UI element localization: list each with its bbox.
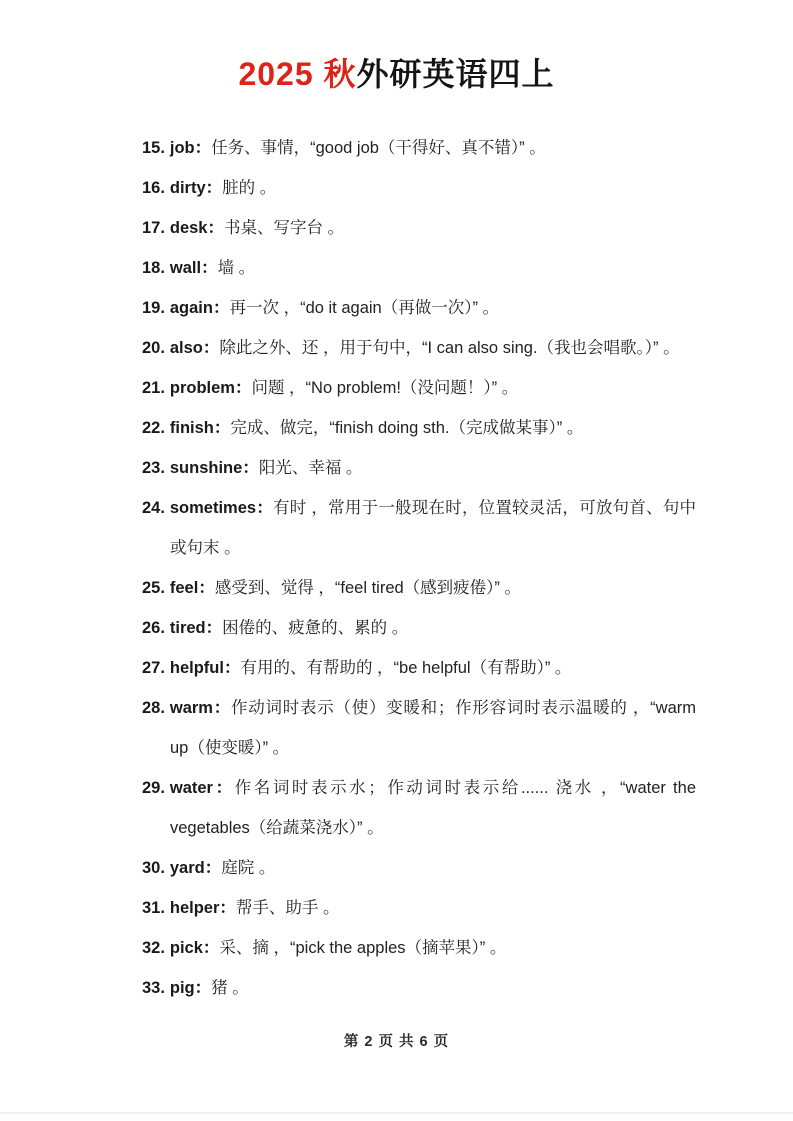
item-colon: ：	[219, 899, 236, 917]
item-word: pick	[169, 939, 203, 957]
page-title-course: 外研英语四上	[356, 56, 555, 92]
item-definition: 墙 。	[217, 259, 256, 277]
page-title	[0, 52, 793, 96]
item-definition: 有用的、有帮助的 ，“be helpful（有帮助）” 。	[240, 659, 572, 677]
item-number: 29.	[142, 779, 165, 797]
vocab-item	[142, 288, 696, 328]
vocab-item	[142, 848, 696, 888]
vocab-item	[142, 168, 696, 208]
vocab-item	[142, 608, 696, 648]
item-definition: 再一次 ，“do it again（再做一次）” 。	[229, 299, 500, 317]
item-colon: ：	[242, 459, 259, 477]
item-word: yard	[169, 859, 205, 877]
item-colon: ：	[205, 619, 223, 637]
item-number: 25.	[142, 579, 165, 597]
item-colon: ：	[256, 499, 274, 517]
item-definition: 作名词时表示水；作动词时表示给...... 浇水 ，“water the vegetables（给蔬菜浇水）” 。	[170, 779, 696, 837]
item-number: 18.	[142, 259, 165, 277]
item-word: water	[169, 779, 213, 797]
item-definition: 任务、事情，“good job（干得好、真不错）” 。	[211, 139, 546, 157]
item-word: warm	[169, 699, 213, 717]
item-number: 22.	[142, 419, 165, 437]
item-colon: ：	[223, 659, 241, 677]
item-word: wall	[169, 259, 202, 277]
item-word: tired	[169, 619, 206, 637]
vocab-item	[142, 928, 696, 968]
item-colon: ：	[198, 579, 215, 597]
vocab-item	[142, 248, 696, 288]
item-word: sometimes	[169, 499, 257, 517]
item-word: also	[169, 339, 203, 357]
item-definition: 作动词时表示（使）变暖和；作形容词时表示温暖的 ，“warm up（使变暖）” 。	[170, 699, 697, 757]
item-colon: ：	[205, 179, 223, 197]
vocab-item	[142, 408, 696, 448]
vocab-item	[142, 368, 696, 408]
item-word: feel	[169, 579, 199, 597]
item-colon: ：	[212, 299, 230, 317]
item-definition: 困倦的、疲惫的、累的 。	[222, 619, 409, 637]
item-definition: 感受到、觉得 ，“feel tired（感到疲倦）” 。	[214, 579, 522, 597]
item-number: 23.	[142, 459, 165, 477]
item-definition: 阳光、幸福 。	[258, 459, 363, 477]
item-number: 16.	[142, 179, 165, 197]
item-word: sunshine	[169, 459, 243, 477]
item-colon: ：	[201, 259, 218, 277]
item-definition: 庭院 。	[221, 859, 276, 877]
item-word: dirty	[169, 179, 206, 197]
item-colon: ：	[202, 339, 220, 357]
vocab-item	[142, 568, 696, 608]
vocab-item	[142, 688, 696, 768]
item-number: 19.	[142, 299, 165, 317]
item-definition: 帮手、助手 。	[235, 899, 340, 917]
item-colon: ：	[212, 699, 231, 717]
item-number: 30.	[142, 859, 165, 877]
item-definition: 完成、做完，“finish doing sth.（完成做某事）” 。	[230, 419, 584, 437]
item-word: again	[169, 299, 213, 317]
item-definition: 书桌、写字台 。	[223, 219, 345, 237]
item-number: 33.	[142, 979, 165, 997]
item-word: job	[169, 139, 195, 157]
item-number: 15.	[142, 139, 165, 157]
vocab-word-list	[142, 128, 696, 1008]
page-number: 第 2 页 共 6 页	[343, 1034, 450, 1050]
vocab-item	[142, 208, 696, 248]
vocab-item	[142, 328, 696, 368]
vocab-item	[142, 448, 696, 488]
page-bottom-divider	[0, 1112, 793, 1114]
item-colon: ：	[213, 419, 231, 437]
vocab-item	[142, 888, 696, 928]
item-colon: ：	[212, 779, 235, 797]
item-number: 21.	[142, 379, 165, 397]
item-colon: ：	[204, 859, 222, 877]
item-number: 17.	[142, 219, 165, 237]
vocab-item	[142, 968, 696, 1008]
item-colon: ：	[194, 139, 212, 157]
item-definition: 猪 。	[211, 979, 249, 997]
vocab-item	[142, 128, 696, 168]
item-word: pig	[169, 979, 195, 997]
item-number: 27.	[142, 659, 165, 677]
item-number: 31.	[142, 899, 165, 917]
item-definition: 问题 ，“No problem!（没问题！）” 。	[251, 379, 519, 397]
item-number: 24.	[142, 499, 165, 517]
item-word: problem	[169, 379, 235, 397]
item-colon: ：	[207, 219, 224, 237]
item-word: helpful	[169, 659, 224, 677]
item-definition: 有时 ，常用于一般现在时，位置较灵活，可放句首、句中或句末 。	[170, 499, 696, 557]
item-word: helper	[169, 899, 220, 917]
item-definition: 脏的 。	[222, 179, 277, 197]
item-definition: 除此之外、还 ，用于句中，“I can also sing.（我也会唱歌。）” 。	[219, 339, 680, 357]
item-number: 32.	[142, 939, 165, 957]
vocab-item	[142, 768, 696, 848]
item-colon: ：	[194, 979, 212, 997]
item-number: 20.	[142, 339, 165, 357]
vocab-item	[142, 488, 696, 568]
item-definition: 采、摘 ，“pick the apples（摘苹果）” 。	[219, 939, 507, 957]
item-number: 28.	[142, 699, 165, 717]
vocab-item	[142, 648, 696, 688]
item-word: desk	[169, 219, 208, 237]
item-colon: ：	[202, 939, 220, 957]
page-title-year-season: 2025 秋	[238, 56, 357, 92]
item-word: finish	[169, 419, 214, 437]
item-number: 26.	[142, 619, 165, 637]
item-colon: ：	[234, 379, 252, 397]
